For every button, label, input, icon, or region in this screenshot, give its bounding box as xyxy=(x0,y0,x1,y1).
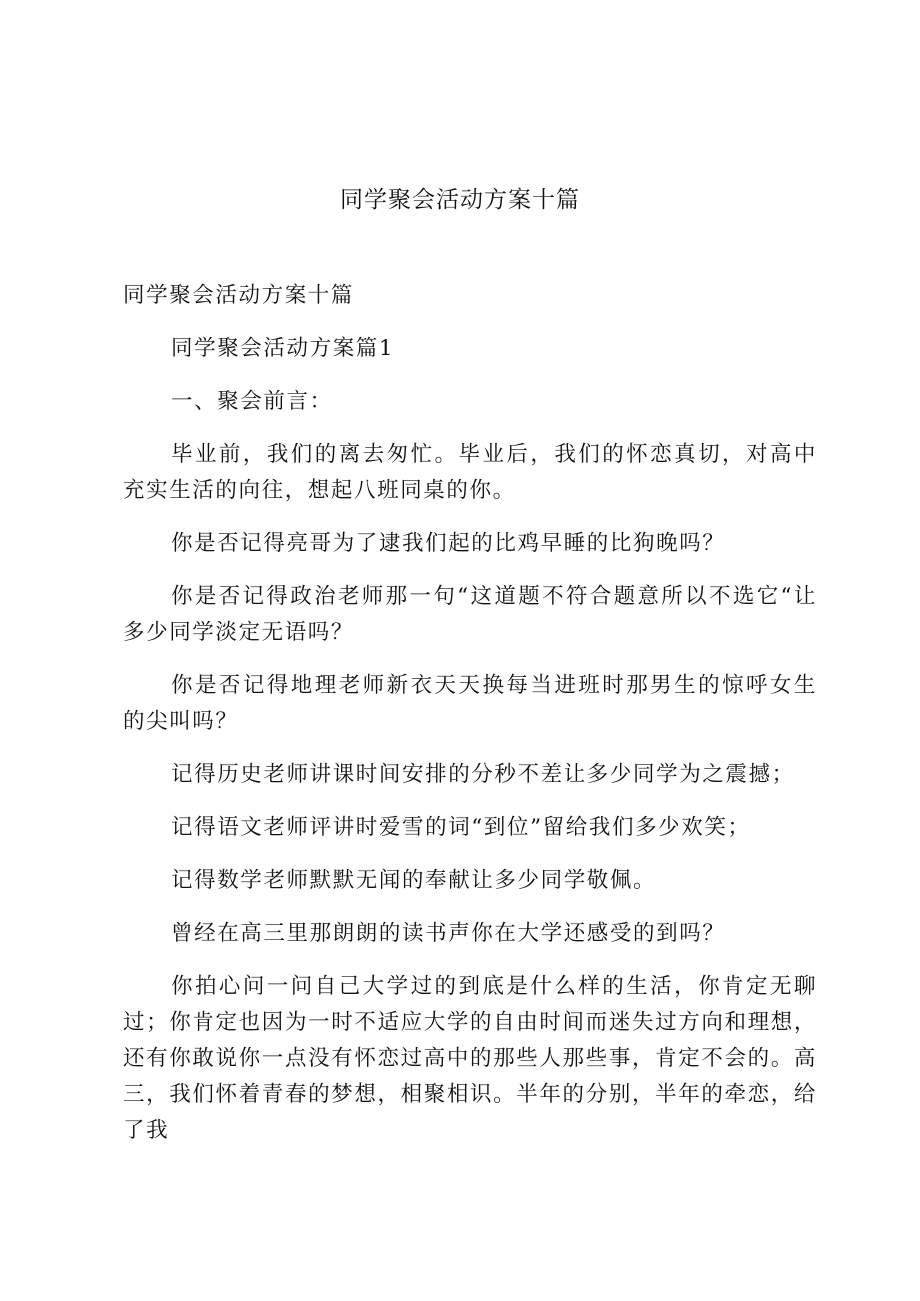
paragraph: 你拍心问一问自己大学过的到底是什么样的生活，你肯定无聊过；你肯定也因为一时不适应大学的自由时间而迷失过方向和理想，还有你敢说你一点没有怀恋过高中的那些人那些事，肯定不会的。高三，我们怀着青春的梦想，相聚相识。半年的分别，半年的牵恋，给了我 xyxy=(123,974,817,1143)
paragraph: 曾经在高三里那朗朗的读书声你在大学还感受的到吗？ xyxy=(171,921,726,946)
paragraph: 你是否记得政治老师那一句“这道题不符合题意所以不选它“让多少同学淡定无语吗？ xyxy=(123,584,817,645)
paragraph: 毕业前，我们的离去匆忙。毕业后，我们的怀恋真切，对高中充实生活的向往，想起八班同桌的你。 xyxy=(123,442,817,503)
document-title: 同学聚会活动方案十篇 xyxy=(340,187,580,213)
paragraph-heading: 同学聚会活动方案十篇 xyxy=(123,283,355,308)
paragraph-subheading: 一、聚会前言： xyxy=(171,389,333,414)
paragraph: 你是否记得亮哥为了逮我们起的比鸡早睡的比狗晚吗？ xyxy=(171,531,726,556)
paragraph: 记得语文老师评讲时爱雪的词“到位”留给我们多少欢笑； xyxy=(171,815,751,840)
paragraph: 记得历史老师讲课时间安排的分秒不差让多少同学为之震撼； xyxy=(171,762,795,787)
paragraph-section-title: 同学聚会活动方案篇1 xyxy=(171,336,395,361)
document-body xyxy=(123,278,817,1166)
paragraph: 你是否记得地理老师新衣天天换每当进班时那男生的惊呼女生的尖叫吗？ xyxy=(123,673,817,734)
paragraph: 记得数学老师默默无闻的奉献让多少同学敬佩。 xyxy=(171,868,657,893)
